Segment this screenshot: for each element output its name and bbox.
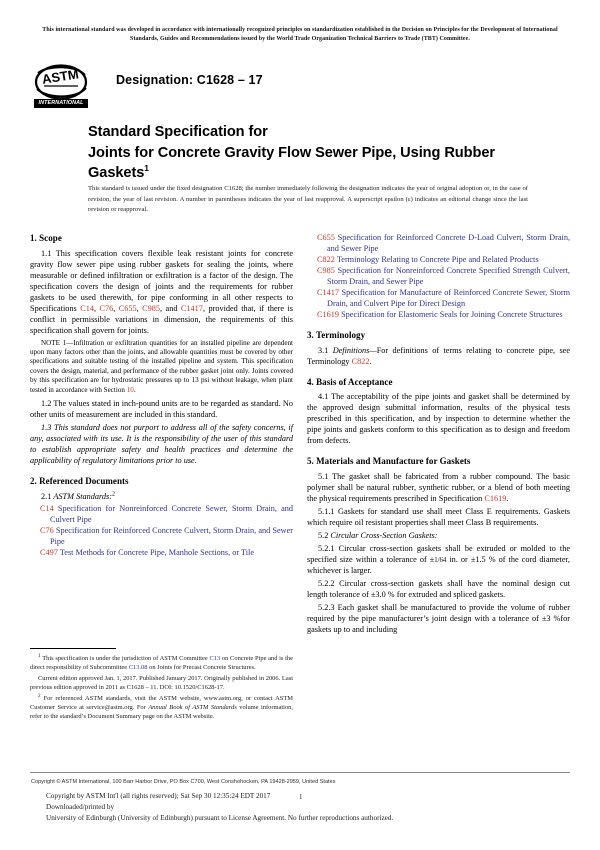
title-footnote-marker: 1 xyxy=(144,163,149,174)
footnote-divider xyxy=(30,648,116,649)
astm-logo-banner-text: INTERNATIONAL xyxy=(38,100,84,106)
astm-logo-icon xyxy=(32,64,94,110)
title-block xyxy=(88,122,528,184)
paragraph-4-1: 4.1 The acceptability of the pipe joints and gasket shall be determined by the approved design submittal information, results of the physical tests prescribed in this specification, and by inspection to determine whether the pipe joints and gaskets conform to this specification as to design and freedom from defects. xyxy=(307,392,570,445)
ref-code[interactable]: C1417 xyxy=(317,288,340,297)
ref-code[interactable]: C76 xyxy=(40,525,54,535)
footnote-1-text-b: on Concrete Pipe and is the direct responsibility of Subcommittee xyxy=(30,655,293,672)
ref-title[interactable]: Specification for Nonreinforced Concrete Sewer, Storm Drain, and Culvert Pipe xyxy=(50,503,293,524)
paragraph-2-1-number: 2.1 xyxy=(41,491,52,501)
heading-scope: 1. Scope xyxy=(30,233,62,243)
footnote-2-marker: 2 xyxy=(38,692,41,699)
paragraph-2-1 xyxy=(30,491,293,502)
title-line-3: Gaskets xyxy=(88,165,145,182)
page-title xyxy=(88,122,528,184)
ref-title[interactable]: Terminology Relating to Concrete Pipe and Related Products xyxy=(336,255,539,264)
paragraph-5-2-number: 5.2 xyxy=(318,530,329,540)
title-line-1: Standard Specification for xyxy=(88,124,268,140)
ref-title[interactable]: Specification for Reinforced Concrete D-Load Culvert, Storm Drain, and Sewer Pipe xyxy=(327,233,571,253)
paragraph-5-2-1-text-a: 5.2.1 Circular cross-section gaskets shall be extruded or molded to the specified size within a tolerance of ± xyxy=(307,543,570,564)
license-line-3: University of Edinburgh (University of Edinburgh) pursuant to License Agreement. No further reproductions authorized. xyxy=(46,814,394,823)
note-1-label: NOTE 1— xyxy=(41,338,74,347)
paragraph-3-1-text-b: . xyxy=(369,356,372,366)
paragraph-3-1 xyxy=(307,345,570,367)
xref-c985[interactable]: C985 xyxy=(142,303,161,313)
right-column xyxy=(307,232,570,635)
svg-text:ASTM: ASTM xyxy=(40,66,80,87)
page-number: 1 xyxy=(299,793,303,801)
xref-c1619[interactable]: C1619 xyxy=(484,493,507,503)
xref-c1308[interactable]: C13.08 xyxy=(128,664,148,672)
list-item[interactable] xyxy=(317,232,570,254)
heading-basis-of-acceptance: 4. Basis of Acceptance xyxy=(307,376,393,387)
paragraph-2-1-marker: 2 xyxy=(111,490,115,497)
designation-label: Designation: C1628 – 17 xyxy=(116,73,263,87)
paragraph-3-1-text-a: For definitions of terms relating to concrete pipe, see Terminology xyxy=(307,345,570,366)
xref-c655[interactable]: C655 xyxy=(118,303,137,313)
paragraph-5-1-text-b: . xyxy=(506,493,509,503)
license-line-1: Copyright by ASTM Int'l (all rights reserved); Sat Sep 30 12:35:24 EDT 2017 xyxy=(46,792,271,800)
ref-code[interactable]: C1619 xyxy=(317,310,340,319)
list-item[interactable] xyxy=(40,547,293,558)
paragraph-5-2-2: 5.2.2 Circular cross-section gaskets shall have the nominal design cut length tolerance of ±3.0 % for extruded and spliced gaskets. xyxy=(307,578,570,599)
footnote-edition: Current edition approved Jan. 1, 2017. Published January 2017. Originally published in 2006. Last previous edition approved in 2011 as C1628 – 11. DOI: 10.1520/C1628-17. xyxy=(30,674,293,691)
ref-title[interactable]: Specification for Elastomeric Seals for Joining Concrete Structures xyxy=(341,310,563,319)
license-block xyxy=(46,791,546,824)
issued-note: This standard is issued under the fixed designation C1628; the number immediately following the designation indicates the year of original adoption or, in the case of revision, the year of last revision. A number in parentheses indicates the year of last reapproval. A superscript epsilon (ε) indicates an editorial change since the last revision or reapproval. xyxy=(88,185,528,214)
ref-title[interactable]: Specification for Reinforced Concrete Culvert, Storm Drain, and Sewer Pipe xyxy=(50,525,294,546)
reference-list-left xyxy=(30,503,293,558)
paragraph-5-2-1 xyxy=(307,543,570,576)
list-item[interactable] xyxy=(40,525,293,547)
footnote-1-marker: 1 xyxy=(38,652,41,659)
footnote-1-text-a: This specification is under the jurisdiction of ASTM Committee xyxy=(42,655,210,662)
paragraph-1-3: 1.3 This standard does not purport to address all of the safety concerns, if any, associated with its use. It is the responsibility of the user of this standard to establish appropriate safety and health practices and determine the applicability of regulatory limitations prior to use. xyxy=(30,423,293,466)
ref-code[interactable]: C497 xyxy=(40,547,58,557)
paragraph-5-1 xyxy=(307,471,570,504)
paragraph-1-1: 1.1 This specification covers flexible leak resistant joints for concrete gravity flow sewer pipe using rubber gaskets for sealing the joints, where measurable or defined infiltration or exfiltration is a factor of the design. The specification covers the design of joints and the requirements for rubber gaskets to be used therewith, for pipe conforming in all other respects to Specifications C14, C76, C655, C985, and C1417, provided that, if there is conflict in permissible variations in dimension, the requirements of this specification shall govern for joints. xyxy=(30,248,294,335)
xref-c13[interactable]: C13 xyxy=(209,655,221,662)
paragraph-5-2-1-text-b: in. or ±1.5 % of the cord diameter, whichever is larger. xyxy=(307,554,570,575)
logo-row xyxy=(32,64,568,110)
ref-code[interactable]: C985 xyxy=(317,266,335,275)
tbt-statement: This international standard was developed in accordance with internationally recognized principles on standardization established in the Decision on Principles for the Development of International Standards, Guides and Recommendations issued by the World Trade Organization Technical Barriers to Trade (TBT) Committee. xyxy=(42,27,558,43)
paragraph-3-1-number: 3.1 xyxy=(318,345,329,355)
heading-referenced-documents: 2. Referenced Documents xyxy=(30,476,129,487)
xref-section-10[interactable]: 10 xyxy=(126,385,134,394)
paragraph-3-1-italic: Definitions— xyxy=(332,345,377,355)
ref-title[interactable]: Specification for Nonreinforced Concrete Specified Strength Culvert, Storm Drain, and Sewer Pipe xyxy=(327,266,570,286)
footnote-1-text-c: on Joints for Precast Concrete Structures. xyxy=(147,664,256,672)
footnote-2-italic: Annual Book of ASTM Standards xyxy=(148,703,237,711)
heading-materials-and-manufacture: 5. Materials and Manufacture for Gaskets xyxy=(307,456,471,466)
list-item[interactable] xyxy=(40,503,293,525)
xref-c14[interactable]: C14 xyxy=(80,303,94,313)
footer-divider xyxy=(30,772,570,773)
copyright-line: Copyright © ASTM International, 100 Barr Harbor Drive, PO Box C700, West Conshohocken, PA 19428-2959, United States xyxy=(31,779,336,785)
fraction-one-sixtyfourth: 1/64 xyxy=(434,556,447,564)
list-item[interactable] xyxy=(317,254,570,265)
footnote-1 xyxy=(30,654,293,672)
reference-list-right xyxy=(307,232,570,320)
heading-terminology: 3. Terminology xyxy=(307,330,366,340)
paragraph-1-1-text-b: , provided that, if there is conflict in permissible variations in dimension, the requirements of this specification shall govern for joints. xyxy=(30,303,294,335)
footnote-2 xyxy=(30,694,293,721)
note-1 xyxy=(30,339,293,396)
ref-code[interactable]: C14 xyxy=(40,503,54,513)
note-1-text-b: . xyxy=(133,385,136,394)
ref-code[interactable]: C655 xyxy=(317,233,335,242)
ref-title[interactable]: Specification for Manufacture of Reinforced Concrete Sewer, Storm Drain, and Culvert Pipe for Direct Design xyxy=(327,288,570,308)
title-line-2: Joints for Concrete Gravity Flow Sewer Pipe, Using Rubber xyxy=(88,144,495,161)
paragraph-5-1-1: 5.1.1 Gaskets for standard use shall meet Class E requirements. Gaskets which require oil resistant properties shall meet Class B requirements. xyxy=(307,506,570,527)
ref-code[interactable]: C822 xyxy=(317,255,335,264)
list-item[interactable] xyxy=(317,265,570,287)
paragraph-2-1-italic: ASTM Standards: xyxy=(53,491,112,501)
list-item[interactable] xyxy=(317,309,570,320)
paragraph-1-2: 1.2 The values stated in inch-pound units are to be regarded as standard. No other units of measurement are included in this standard. xyxy=(30,399,293,420)
left-column xyxy=(30,232,293,558)
paragraph-5-2-italic: Circular Cross-Section Gaskets: xyxy=(330,530,438,540)
paragraph-5-1-text-a: 5.1 The gasket shall be fabricated from a rubber compound. The basic polymer shall be natural rubber, synthetic rubber, or a blend of both meeting the physical requirements prescribed in Specification xyxy=(307,471,570,503)
ref-title[interactable]: Test Methods for Concrete Pipe, Manhole Sections, or Tile xyxy=(59,547,255,557)
xref-c1417[interactable]: C1417 xyxy=(180,303,203,313)
paragraph-1-1-text-a: 1.1 This specification covers flexible leak resistant joints for concrete gravity flow sewer pipe using rubber gaskets for sealing the joints, where measurable or defined infiltration or exfiltration is a factor of the design. The specification covers the design of joints and the requirements for rubber gaskets to be used therewith, for pipe conforming in all other respects to Specifications xyxy=(30,248,293,313)
paragraph-5-2 xyxy=(307,530,570,541)
license-line-2: Downloaded/printed by xyxy=(46,803,115,812)
xref-c822[interactable]: C822 xyxy=(351,356,370,366)
footnote-2-text-a: For referenced ASTM standards, visit the ASTM website, www.astm.org, or contact ASTM Customer Service at service@astm.org. For xyxy=(30,694,294,711)
xref-c76[interactable]: C76 xyxy=(99,303,114,313)
note-1-text-a: Infiltration or exfiltration quantities for an installed pipeline are dependent upon many factors other than the joints, and allowable quantities must be covered by other specifications and suitable testing of the installed pipeline and system. This specification covers the design, material, and performance of the rubber gasket joint only. Joints covered by this specification are for hydrostatic pressures up to 13 psi without leakage, when plant tested in accordance with Section xyxy=(30,338,293,394)
paragraph-5-2-3: 5.2.3 Each gasket shall be manufactured to provide the volume of rubber required by the pipe manufacturer’s joint design with a tolerance of ±3 %for gaskets up to and including xyxy=(307,602,570,634)
footnote-block xyxy=(30,654,293,721)
list-item[interactable] xyxy=(317,287,570,309)
footnote-2-text-b: volume information, refer to the standard’s Document Summary page on the ASTM website. xyxy=(30,703,293,720)
